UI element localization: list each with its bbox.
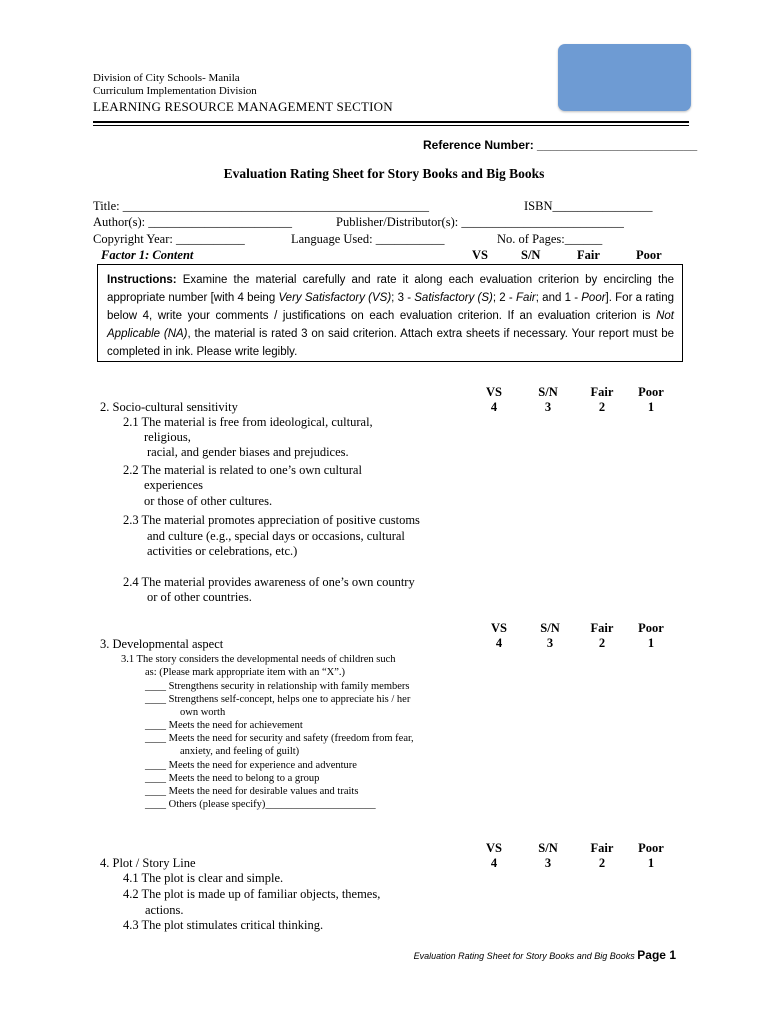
scale-poor: Poor [638,621,664,635]
instructions-text-2: ; 3 - [391,292,415,304]
section-name: LEARNING RESOURCE MANAGEMENT SECTION [93,99,393,114]
checklist-item[interactable]: ____ Meets the need to belong to a group [145,773,320,784]
checklist-item[interactable]: ____ Meets the need for achievement [145,720,303,731]
scale-fair: Fair [590,841,614,855]
rating-1[interactable]: 1 [647,856,655,870]
rating-2[interactable]: 2 [598,636,606,650]
criterion-4-2-cont1: actions. [145,903,184,917]
instructions-vs: Very Satisfactory (VS) [278,292,392,304]
rating-4[interactable]: 4 [495,636,503,650]
scale-sn: S/N [538,841,558,855]
checklist-item[interactable]: ____ Meets the need for experience and adventure [145,760,357,771]
instructions-lead: Instructions: [107,274,177,286]
rating-2[interactable]: 2 [598,400,606,414]
checklist-item[interactable]: ____ Meets the need for desirable values and traits [145,786,359,797]
rating-4[interactable]: 4 [490,400,498,414]
checklist-item[interactable]: ____ Strengthens security in relationship with family members [145,681,410,692]
instructions-poor: Poor [581,292,606,304]
pages-field[interactable]: No. of Pages:______ [497,232,603,246]
section-4-heading: 4. Plot / Story Line [100,856,196,870]
instructions-text-6: , the material is rated 3 on said criterion. Attach extra sheets if necessary. Your report must be completed in ink. Please write legibly. [107,328,674,358]
author-field[interactable]: Author(s): _______________________ [93,215,292,229]
criterion-4-1: 4.1 The plot is clear and simple. [123,871,284,885]
factor-col-fair: Fair [577,248,600,262]
criterion-2-4-cont1: or of other countries. [147,590,252,604]
checklist-item[interactable]: ____ Meets the need for security and safety (freedom from fear, [145,733,414,744]
division-name: Division of City Schools- Manila [93,72,240,84]
criterion-2-2-cont2: or those of other cultures. [144,494,273,508]
header-rule-thick [93,121,689,123]
rating-3[interactable]: 3 [544,856,552,870]
criterion-2-3-cont2: activities or celebrations, etc.) [147,544,298,558]
division-subunit: Curriculum Implementation Division [93,85,257,97]
criterion-2-1: 2.1 The material is free from ideological, cultural, [123,415,373,429]
criterion-4-3: 4.3 The plot stimulates critical thinking. [123,918,324,932]
section-3-heading: 3. Developmental aspect [100,637,224,651]
checklist-item-cont: own worth [180,707,226,718]
scale-vs: VS [486,385,502,399]
rating-1[interactable]: 1 [647,400,655,414]
rating-3[interactable]: 3 [544,400,552,414]
scale-sn: S/N [540,621,560,635]
instructions-text-5: ]. For a rating below 4, write your comments / justifications on each evaluation criterion. If an evaluation criterion is [107,292,674,322]
page-number: Page 1 [637,948,676,962]
criterion-2-3: 2.3 The material promotes appreciation of positive customs [123,513,420,527]
factor-col-vs: VS [472,248,488,262]
criterion-3-1-cont1: as: (Please mark appropriate item with an “X”.) [145,667,346,678]
criterion-2-4: 2.4 The material provides awareness of one’s own country [123,575,415,589]
instructions-s: Satisfactory (S) [414,292,493,304]
rating-3[interactable]: 3 [546,636,554,650]
section-2-heading: 2. Socio-cultural sensitivity [100,400,238,414]
instructions-text-1: Examine the material carefully and rate it along each evaluation criterion by encircling the appropriate number [with 4 being [107,274,674,304]
scale-vs: VS [491,621,507,635]
factor-col-poor: Poor [636,248,662,262]
checklist-item[interactable]: ____ Others (please specify)_____________________ [145,799,376,810]
criterion-4-2: 4.2 The plot is made up of familiar objects, themes, [123,887,381,901]
rating-1[interactable]: 1 [647,636,655,650]
factor-heading: Factor 1: Content [101,248,194,262]
scale-poor: Poor [638,385,664,399]
instructions-text-4: ; and 1 - [535,292,582,304]
scale-fair: Fair [590,385,614,399]
criterion-3-1: 3.1 The story considers the developmental needs of children such [121,654,396,665]
reference-number-field[interactable]: Reference Number: ________________________ [423,138,698,152]
rating-4[interactable]: 4 [490,856,498,870]
criterion-2-1-cont2: racial, and gender biases and prejudices. [147,445,349,459]
checklist-item[interactable]: ____ Strengthens self-concept, helps one to appreciate his / her [145,694,411,705]
instructions-text-3: ; 2 - [492,292,516,304]
factor-col-sn: S/N [521,248,541,262]
header-rule-thin [93,125,689,126]
scale-fair: Fair [590,621,614,635]
scale-sn: S/N [538,385,558,399]
page-footer [414,948,676,962]
instructions-box [97,264,683,362]
publisher-field[interactable]: Publisher/Distributor(s): __________________________ [336,215,624,229]
instructions-fair: Fair [515,292,536,304]
title-field[interactable]: Title: _________________________________________________ [93,199,430,213]
footer-text: Evaluation Rating Sheet for Story Books and Big Books [413,951,635,961]
criterion-2-3-cont1: and culture (e.g., special days or occasions, cultural [147,529,405,543]
isbn-field[interactable]: ISBN________________ [524,199,653,213]
criterion-2-1-cont1: religious, [144,430,191,444]
scale-vs: VS [486,841,502,855]
rating-2[interactable]: 2 [598,856,606,870]
copyright-year-field[interactable]: Copyright Year: ___________ [93,232,245,246]
language-field[interactable]: Language Used: ___________ [291,232,445,246]
criterion-2-2-cont1: experiences [144,478,203,492]
instructions-na: Not Applicable (NA) [107,310,674,340]
scale-poor: Poor [638,841,664,855]
logo-placeholder [558,44,691,111]
document-title: Evaluation Rating Sheet for Story Books and Big Books [223,166,545,181]
criterion-2-2: 2.2 The material is related to one’s own cultural [123,463,362,477]
checklist-item-cont: anxiety, and feeling of guilt) [180,746,300,757]
